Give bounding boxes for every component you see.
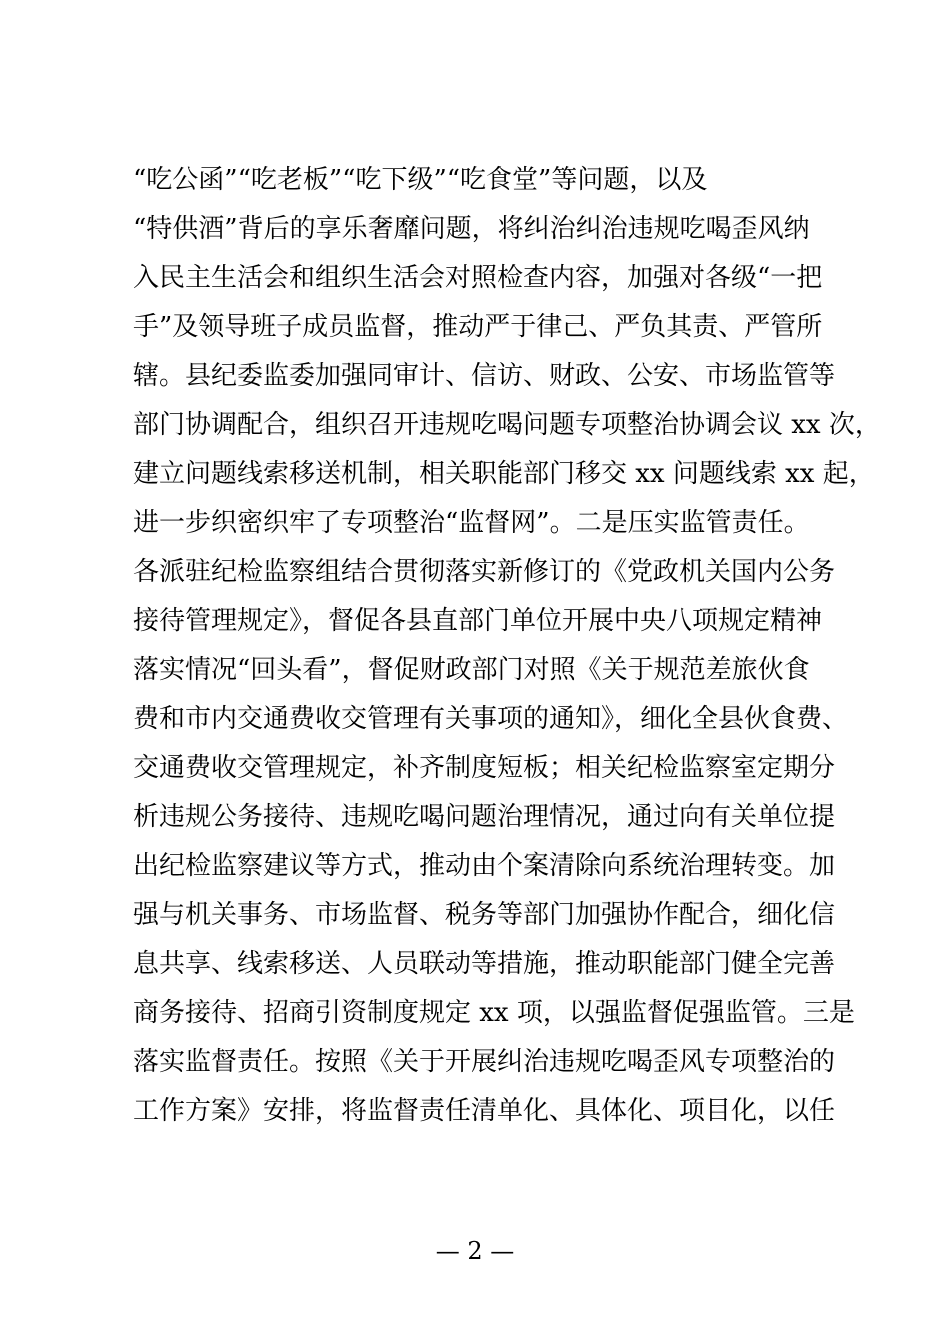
text-line: 落实情况“回头看”，督促财政部门对照《关于规范差旅伙食 — [133, 655, 810, 685]
text-line: 手”及领导班子成员监督，推动严于律己、严负其责、严管所 — [133, 312, 823, 342]
text-line: 入民主生活会和组织生活会对照检查内容，加强对各级“一把 — [133, 263, 823, 293]
text-line: 落实监督责任。按照《关于开展纠治违规吃喝歪风专项整治的 — [133, 1047, 836, 1077]
text-line: 费和市内交通费收交管理有关事项的通知》，细化全县伙食费、 — [133, 704, 849, 734]
text-line: 各派驻纪检监察组结合贯彻落实新修订的《党政机关国内公务 — [133, 557, 836, 587]
text-line: 交通费收交管理规定，补齐制度短板；相关纪检监察室定期分 — [133, 753, 836, 783]
text-line: 强与机关事务、市场监督、税务等部门加强协作配合，细化信 — [133, 900, 836, 930]
page-number: — 2 — — [435, 1237, 515, 1265]
text-line: “吃公函”“吃老板”“吃下级”“吃食堂”等问题，以及 — [133, 165, 708, 195]
text-line: 进一步织密织牢了专项整治“监督网”。二是压实监管责任。 — [133, 508, 810, 538]
text-line: 商务接待、招商引资制度规定 xx 项，以强监督促强监管。三是 — [133, 998, 855, 1028]
text-line: 辖。县纪委监委加强同审计、信访、财政、公安、市场监管等 — [133, 361, 836, 391]
text-line: 接待管理规定》，督促各县直部门单位开展中央八项规定精神 — [133, 606, 823, 636]
text-line: 工作方案》安排，将监督责任清单化、具体化、项目化，以任 — [133, 1096, 836, 1126]
text-line: 部门协调配合，组织召开违规吃喝问题专项整治协调会议 xx 次， — [133, 410, 881, 440]
text-line: 建立问题线索移送机制，相关职能部门移交 xx 问题线索 xx 起， — [133, 459, 875, 489]
text-line: “特供酒”背后的享乐奢靡问题，将纠治纠治违规吃喝歪风纳 — [133, 214, 810, 244]
text-line: 析违规公务接待、违规吃喝问题治理情况，通过向有关单位提 — [133, 802, 836, 832]
text-line: 出纪检监察建议等方式，推动由个案清除向系统治理转变。加 — [133, 851, 836, 881]
text-line: 息共享、线索移送、人员联动等措施，推动职能部门健全完善 — [133, 949, 836, 979]
